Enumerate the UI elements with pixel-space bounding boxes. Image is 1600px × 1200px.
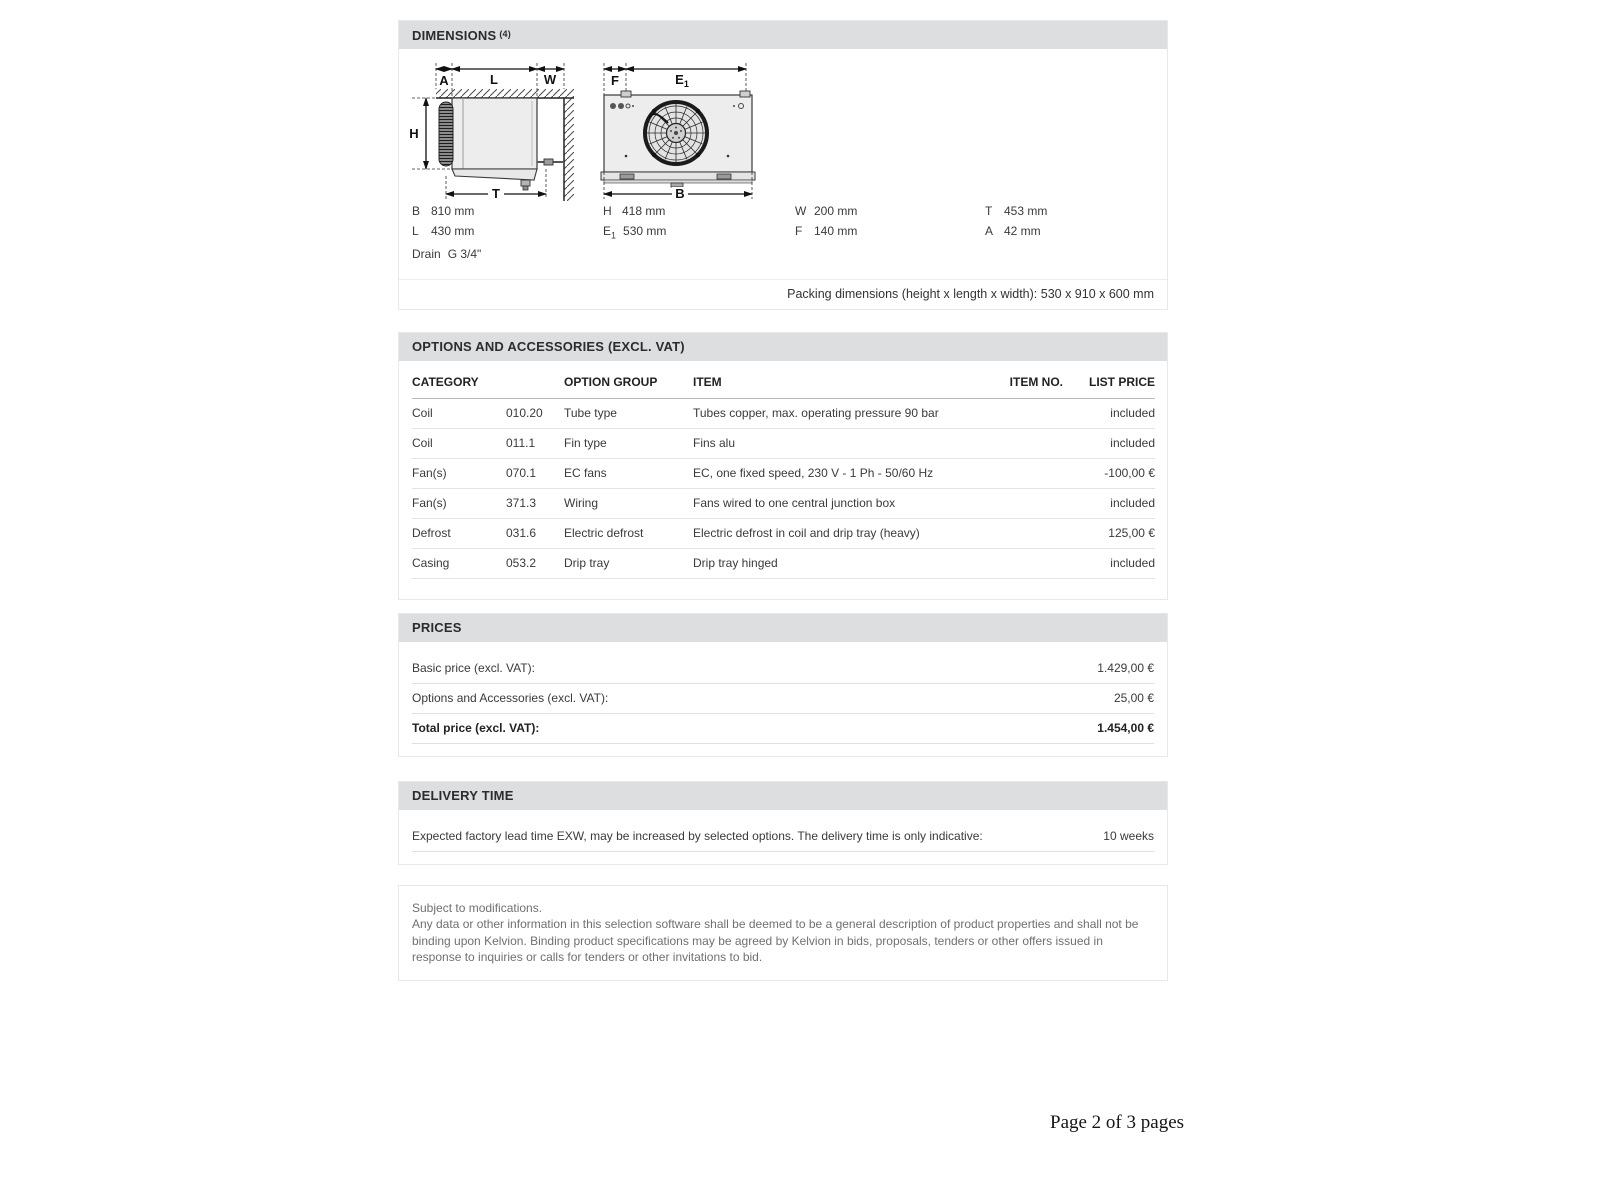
dimension-values-row-1 xyxy=(412,202,1154,222)
total-price-row: Total price (excl. VAT): 1.454,00 € xyxy=(412,714,1154,744)
dim-h: H 418 mm xyxy=(603,204,666,218)
dim-label-t: T xyxy=(492,186,500,201)
dim-label-b: B xyxy=(675,186,685,201)
table-row: Fan(s) 070.1 EC fans EC, one fixed speed, 230 V - 1 Ph - 50/60 Hz -100,00 € xyxy=(412,459,1155,489)
prices-section xyxy=(398,613,1168,757)
col-item: ITEM xyxy=(693,374,722,389)
table-row: Fan(s) 371.3 Wiring Fans wired to one central junction box included xyxy=(412,489,1155,519)
dimensions-footnote: (4) xyxy=(499,29,511,39)
prices-rows xyxy=(399,642,1167,756)
dim-b: B 810 mm xyxy=(412,204,475,218)
dimension-drawings xyxy=(399,49,1167,201)
dim-label-e: E xyxy=(675,72,684,87)
table-row: Coil 010.20 Tube type Tubes copper, max. operating pressure 90 bar included xyxy=(412,399,1155,429)
dimensions-title: DIMENSIONS xyxy=(412,27,497,43)
col-category: CATEGORY xyxy=(412,374,479,389)
delivery-rows xyxy=(399,810,1167,864)
delivery-section xyxy=(398,781,1168,865)
delivery-header xyxy=(399,782,1167,810)
col-option-group: OPTION GROUP xyxy=(564,374,658,389)
fan-icon xyxy=(645,102,707,164)
svg-text:E1 xyxy=(675,72,689,89)
table-row: Coil 011.1 Fin type Fins alu included xyxy=(412,429,1155,459)
disclaimer-line-1: Subject to modifications. xyxy=(412,900,543,915)
dim-label-a: A xyxy=(439,73,449,88)
dim-label-w: W xyxy=(543,72,557,87)
prices-title: PRICES xyxy=(412,620,462,636)
content-column xyxy=(398,20,1168,981)
delivery-title: DELIVERY TIME xyxy=(412,788,514,804)
bottom-view-drawing xyxy=(596,61,761,201)
dim-t: T 453 mm xyxy=(985,204,1048,218)
options-table-head xyxy=(412,361,1155,399)
basic-price-row: Basic price (excl. VAT): 1.429,00 € xyxy=(412,654,1154,684)
options-section xyxy=(398,332,1168,600)
dimension-values xyxy=(399,201,1167,265)
col-item-no: ITEM NO. xyxy=(1009,374,1063,389)
disclaimer-line-2: Any data or other information in this selection software shall be deemed to be a general description of product properties and shall not be binding upon Kelvion. Binding product specifications may be agreed by Kelvion in bids, proposals, tenders or other offers issued in response to inquiries or calls for tenders or other invitations to bid. xyxy=(412,917,1139,965)
dim-label-h: H xyxy=(409,126,419,141)
side-view-drawing xyxy=(406,61,596,201)
dimensions-header xyxy=(399,21,1167,49)
disclaimer-box xyxy=(398,885,1168,981)
dimensions-section xyxy=(398,20,1168,310)
dim-drain: Drain G 3/4" xyxy=(412,247,482,262)
dim-label-f: F xyxy=(611,73,619,88)
col-list-price: LIST PRICE xyxy=(1088,374,1155,389)
dim-label-e-sub: 1 xyxy=(683,79,689,89)
prices-header xyxy=(399,614,1167,642)
options-price-row: Options and Accessories (excl. VAT): 25,00 € xyxy=(412,684,1154,714)
table-row: Casing 053.2 Drip tray Drip tray hinged included xyxy=(412,549,1155,579)
table-row: Defrost 031.6 Electric defrost Electric defrost in coil and drip tray (heavy) 125,00 € xyxy=(412,519,1155,549)
options-table xyxy=(399,361,1167,599)
delivery-row: Expected factory lead time EXW, may be increased by selected options. The delivery time is only indicative: 10 weeks xyxy=(412,822,1154,852)
dim-l: L 430 mm xyxy=(412,223,475,238)
packing-dimensions: Packing dimensions (height x length x width): 530 x 910 x 600 mm xyxy=(399,279,1167,309)
dimension-values-row-2 xyxy=(412,222,1154,246)
page-number: Page 2 of 3 pages xyxy=(1050,1112,1185,1133)
dimension-values-row-3 xyxy=(412,245,1154,265)
dim-e1: $E_1$ 530 mm xyxy=(603,223,667,240)
dim-a: A 42 mm xyxy=(985,223,1041,238)
options-header xyxy=(399,333,1167,361)
options-title: OPTIONS AND ACCESSORIES (EXCL. VAT) xyxy=(412,339,685,355)
dim-label-l: L xyxy=(490,72,498,87)
dim-w: W 200 mm xyxy=(795,204,858,218)
dim-f: F 140 mm xyxy=(795,223,858,238)
